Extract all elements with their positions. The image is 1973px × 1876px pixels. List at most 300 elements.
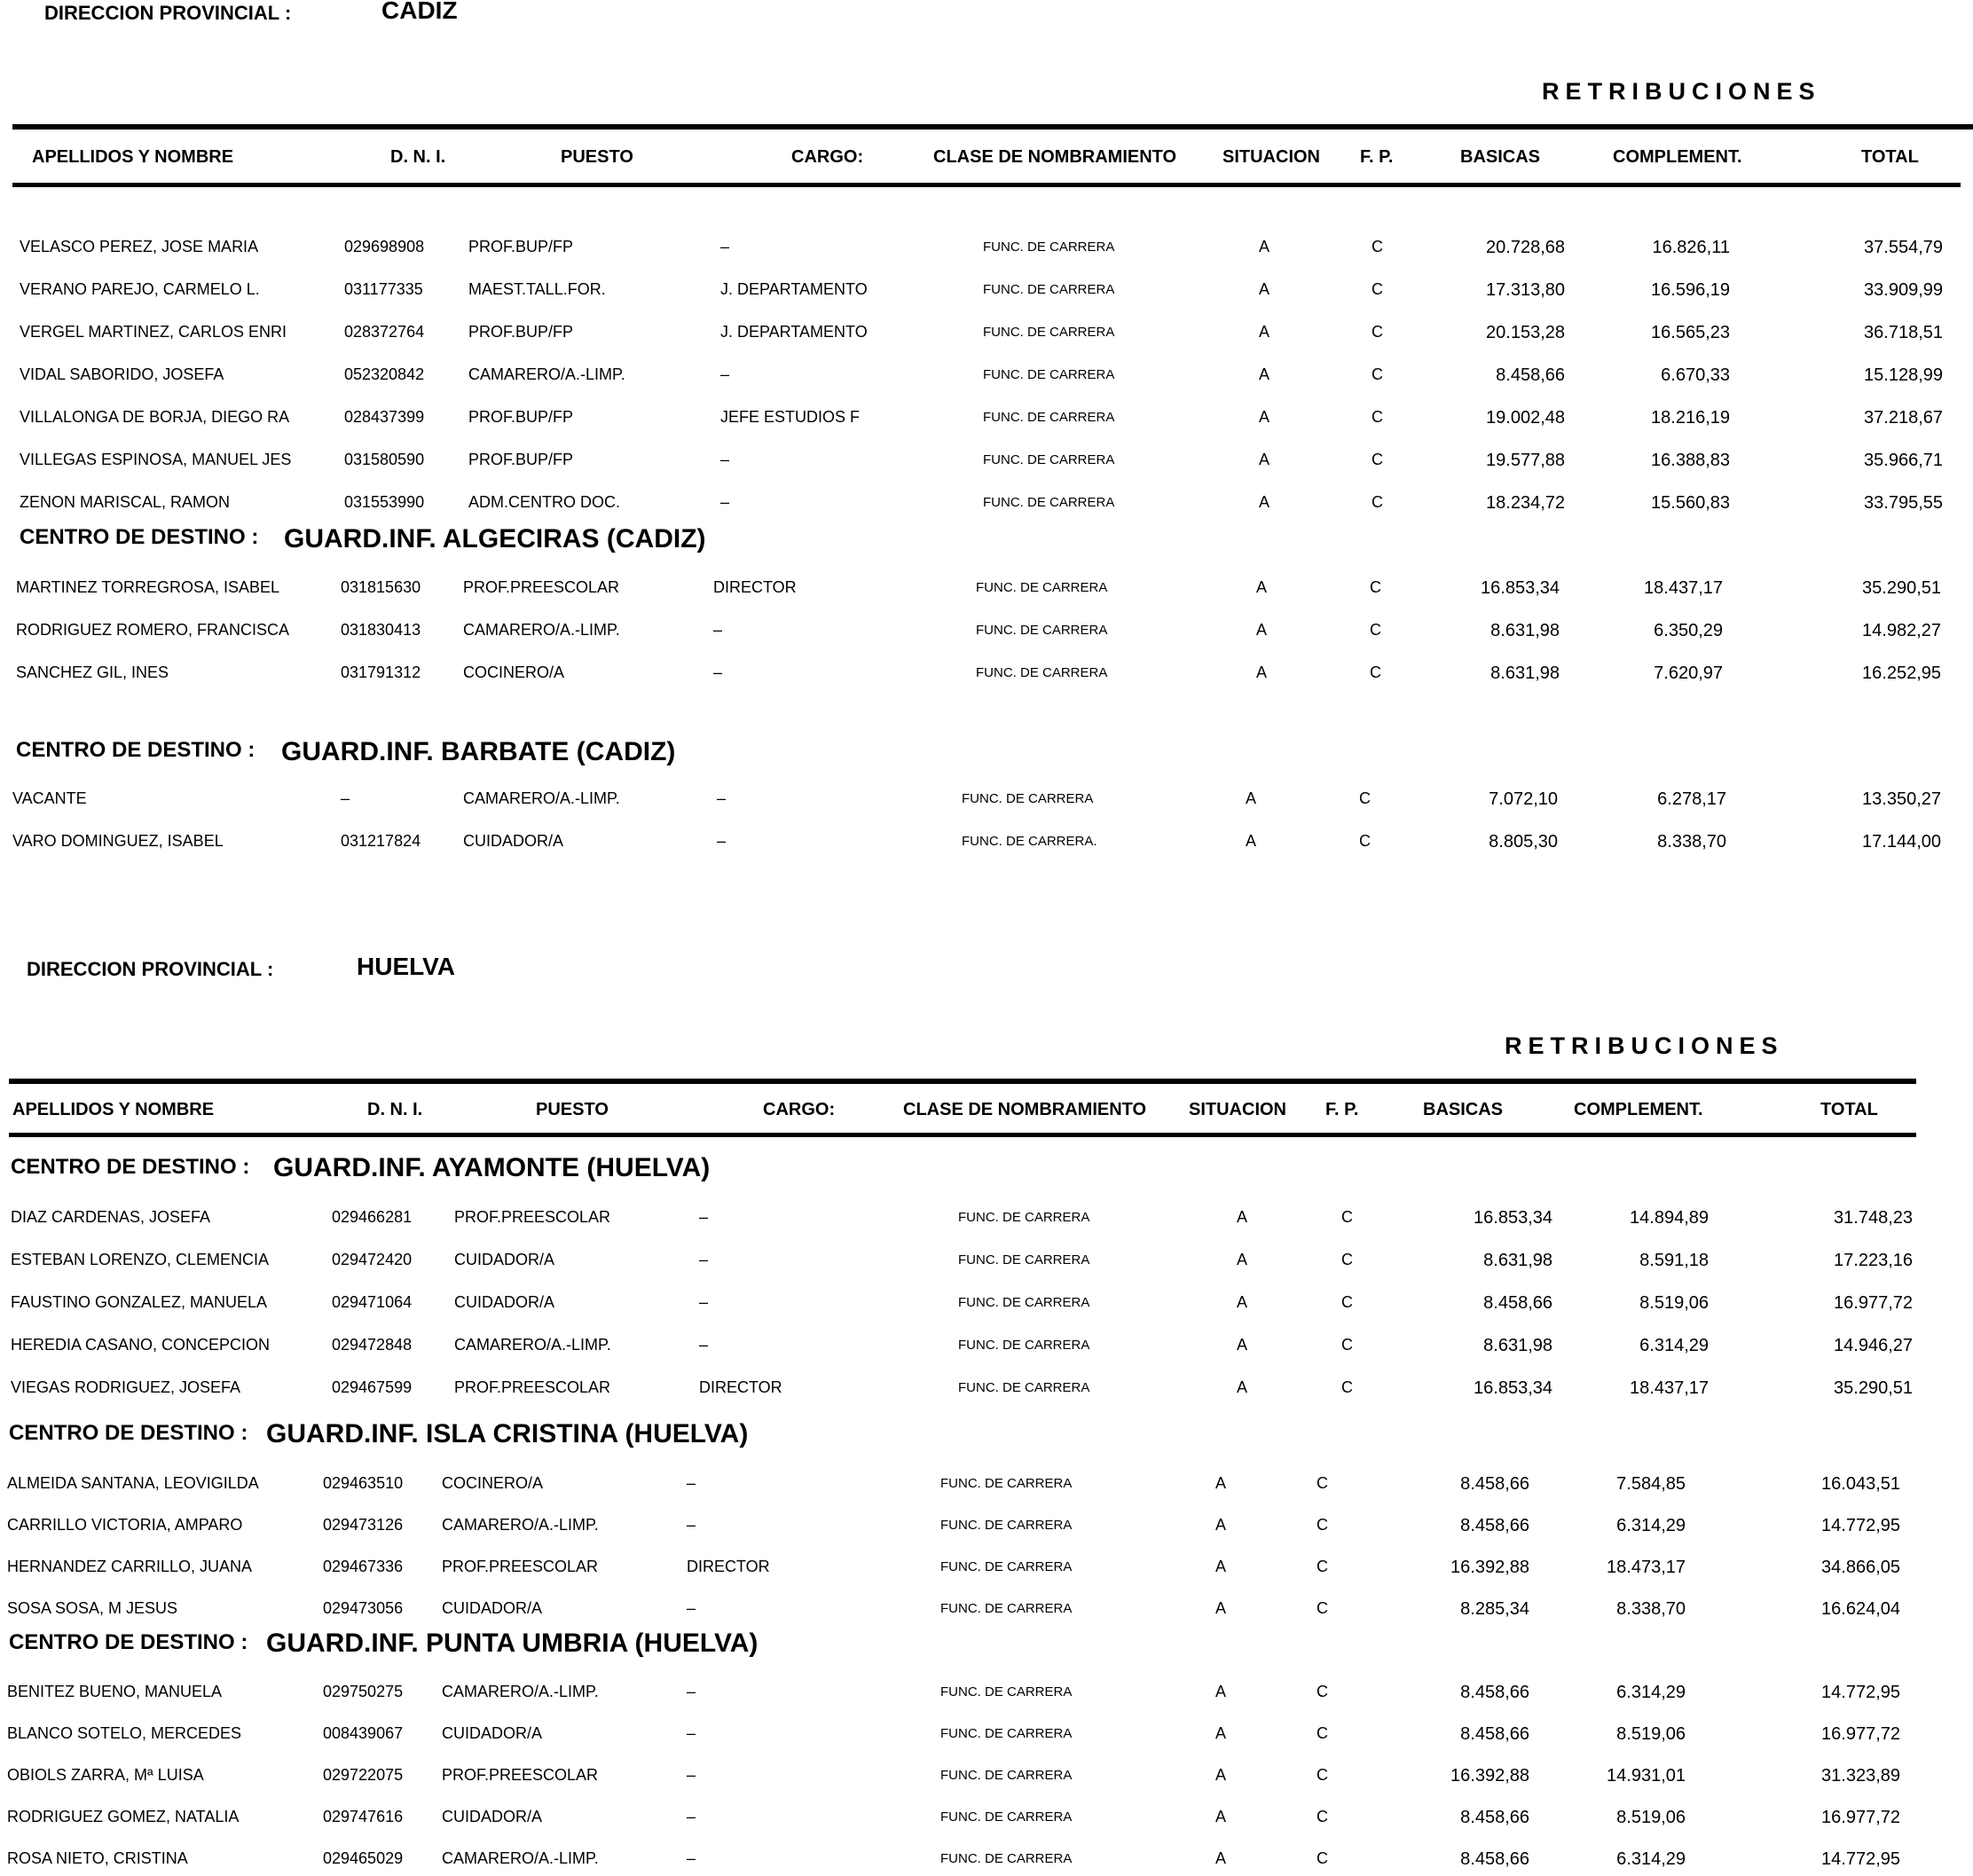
cell-nombre: VACANTE	[12, 789, 87, 807]
cell-clase: FUNC. DE CARRERA	[976, 623, 1108, 638]
cell-total: 15.128,99	[1864, 365, 1943, 385]
cell-fp: C	[1317, 1599, 1328, 1617]
col-header-total: TOTAL	[1820, 1100, 1878, 1119]
cell-basicas: 8.458,66	[1496, 365, 1565, 385]
cell-clase: FUNC. DE CARRERA	[983, 495, 1115, 510]
cell-dni: 029747616	[323, 1808, 404, 1825]
cell-nombre: SANCHEZ GIL, INES	[16, 663, 169, 681]
cell-cargo: –	[687, 1724, 696, 1742]
cell-dni: 029473126	[323, 1516, 404, 1534]
cell-complement: 8.519,06	[1616, 1724, 1686, 1744]
cell-puesto: PROF.BUP/FP	[468, 238, 574, 255]
cell-clase: FUNC. DE CARRERA	[940, 1684, 1073, 1699]
cell-situacion: A	[1215, 1849, 1227, 1867]
cell-dni: 028437399	[344, 408, 425, 426]
cell-puesto: CAMARERO/A.-LIMP.	[463, 621, 620, 639]
cell-dni: 031553990	[344, 493, 425, 511]
cell-total: 14.772,95	[1821, 1516, 1900, 1535]
cell-situacion: A	[1237, 1208, 1248, 1226]
cell-fp: C	[1341, 1251, 1353, 1268]
table-row	[11, 1378, 1962, 1405]
cell-fp: C	[1372, 280, 1383, 298]
cell-total: 31.323,89	[1821, 1766, 1900, 1786]
cell-situacion: A	[1237, 1251, 1248, 1268]
cell-basicas: 8.458,66	[1460, 1808, 1529, 1827]
cell-situacion: A	[1215, 1558, 1227, 1575]
col-header-complement: COMPLEMENT.	[1613, 147, 1742, 167]
cell-clase: FUNC. DE CARRERA	[962, 791, 1094, 806]
cell-puesto: CAMARERO/A.-LIMP.	[442, 1683, 599, 1700]
cell-basicas: 16.853,34	[1474, 1208, 1552, 1228]
cell-cargo: –	[713, 663, 723, 681]
cell-total: 34.866,05	[1821, 1558, 1900, 1577]
cell-complement: 8.519,06	[1616, 1808, 1686, 1827]
cell-total: 31.748,23	[1834, 1208, 1913, 1228]
cell-puesto: PROF.PREESCOLAR	[442, 1766, 599, 1784]
cell-dni: 029722075	[323, 1766, 404, 1784]
cell-basicas: 19.577,88	[1486, 451, 1565, 470]
cell-fp: C	[1317, 1724, 1328, 1742]
cell-nombre: DIAZ CARDENAS, JOSEFA	[11, 1208, 211, 1226]
cell-dni: 029472848	[332, 1336, 413, 1354]
cell-fp: C	[1317, 1683, 1328, 1700]
col-header-puesto: PUESTO	[561, 147, 633, 167]
cell-complement: 15.560,83	[1651, 493, 1730, 513]
cell-clase: FUNC. DE CARRERA	[940, 1476, 1073, 1491]
cell-total: 13.350,27	[1862, 789, 1941, 809]
cell-situacion: A	[1256, 663, 1268, 681]
cell-clase: FUNC. DE CARRERA	[958, 1252, 1090, 1268]
cell-puesto: CUIDADOR/A	[454, 1293, 555, 1311]
cell-dni: 031791312	[341, 663, 421, 681]
col-header-situacion: SITUACION	[1189, 1100, 1286, 1119]
cell-nombre: VIDAL SABORIDO, JOSEFA	[20, 365, 224, 383]
cell-basicas: 20.153,28	[1486, 323, 1565, 342]
cell-total: 37.218,67	[1864, 408, 1943, 428]
col-header-nombre: APELLIDOS Y NOMBRE	[12, 1100, 215, 1119]
col-header-puesto: PUESTO	[536, 1100, 609, 1119]
col-header-situacion: SITUACION	[1222, 147, 1320, 167]
cell-total: 14.772,95	[1821, 1683, 1900, 1702]
cell-dni: 029750275	[323, 1683, 404, 1700]
cell-nombre: ESTEBAN LORENZO, CLEMENCIA	[11, 1251, 270, 1268]
cell-dni: 029473056	[323, 1599, 404, 1617]
cell-situacion: A	[1237, 1378, 1248, 1396]
cell-clase: FUNC. DE CARRERA	[983, 452, 1115, 467]
table-row	[20, 323, 1971, 349]
cell-total: 35.966,71	[1864, 451, 1943, 470]
cell-situacion: A	[1246, 832, 1257, 850]
table-row	[7, 1599, 1959, 1626]
cell-nombre: VERGEL MARTINEZ, CARLOS ENRI	[20, 323, 287, 341]
cell-basicas: 8.631,98	[1490, 621, 1560, 640]
cell-nombre: VELASCO PEREZ, JOSE MARIA	[20, 238, 259, 255]
cell-basicas: 16.853,34	[1481, 578, 1560, 598]
cell-fp: C	[1317, 1474, 1328, 1492]
cell-fp: C	[1372, 238, 1383, 255]
cell-dni: 029467599	[332, 1378, 413, 1396]
table-row	[20, 365, 1971, 392]
cell-fp: C	[1317, 1849, 1328, 1867]
cell-dni: 029471064	[332, 1293, 413, 1311]
col-header-clase: CLASE DE NOMBRAMIENTO	[903, 1100, 1147, 1119]
cell-dni: 052320842	[344, 365, 425, 383]
col-header-dni: D. N. I.	[367, 1100, 423, 1119]
cell-complement: 8.338,70	[1657, 832, 1726, 852]
cell-puesto: CAMARERO/A.-LIMP.	[442, 1849, 599, 1867]
table-row	[12, 789, 1964, 816]
cell-clase: FUNC. DE CARRERA	[958, 1295, 1090, 1310]
cell-fp: C	[1372, 365, 1383, 383]
centro-label: CENTRO DE DESTINO :	[9, 1630, 248, 1654]
cell-situacion: A	[1259, 365, 1270, 383]
centro-label: CENTRO DE DESTINO :	[20, 525, 259, 549]
cell-puesto: PROF.PREESCOLAR	[463, 578, 620, 596]
centro-label: CENTRO DE DESTINO :	[11, 1155, 250, 1179]
cell-fp: C	[1372, 451, 1383, 468]
table-row	[11, 1293, 1962, 1320]
cell-dni: 008439067	[323, 1724, 404, 1742]
cell-basicas: 8.458,66	[1483, 1293, 1552, 1313]
table-row	[7, 1808, 1959, 1834]
cell-situacion: A	[1259, 493, 1270, 511]
cell-total: 37.554,79	[1864, 238, 1943, 257]
cell-complement: 7.620,97	[1654, 663, 1723, 683]
cell-complement: 6.278,17	[1657, 789, 1726, 809]
cell-fp: C	[1359, 832, 1371, 850]
cell-cargo: –	[720, 365, 730, 383]
cell-cargo: –	[720, 493, 730, 511]
cell-basicas: 20.728,68	[1486, 238, 1565, 257]
cell-basicas: 8.458,66	[1460, 1474, 1529, 1494]
cell-fp: C	[1317, 1766, 1328, 1784]
cell-cargo: DIRECTOR	[699, 1378, 782, 1396]
cell-situacion: A	[1215, 1766, 1227, 1784]
cell-total: 16.252,95	[1862, 663, 1941, 683]
direccion-provincial-name: CADIZ	[381, 0, 458, 24]
cell-puesto: CUIDADOR/A	[442, 1599, 543, 1617]
cell-nombre: ZENON MARISCAL, RAMON	[20, 493, 231, 511]
table-row	[7, 1516, 1959, 1542]
cell-basicas: 8.458,66	[1460, 1724, 1529, 1744]
cell-dni: 031830413	[341, 621, 421, 639]
cell-clase: FUNC. DE CARRERA	[958, 1338, 1090, 1353]
cell-situacion: A	[1215, 1724, 1227, 1742]
centro-name: GUARD.INF. ALGECIRAS (CADIZ)	[284, 524, 706, 553]
retribuciones-heading: RETRIBUCIONES	[1505, 1032, 1784, 1059]
cell-cargo: –	[687, 1599, 696, 1617]
cell-complement: 16.826,11	[1652, 238, 1730, 257]
cell-total: 17.223,16	[1834, 1251, 1913, 1270]
header-top-rule	[9, 1079, 1916, 1084]
cell-nombre: ALMEIDA SANTANA, LEOVIGILDA	[7, 1474, 259, 1492]
table-row	[11, 1336, 1962, 1362]
cell-nombre: SOSA SOSA, M JESUS	[7, 1599, 178, 1617]
cell-complement: 6.314,29	[1616, 1849, 1686, 1869]
cell-clase: FUNC. DE CARRERA.	[962, 834, 1097, 849]
header-bottom-rule	[9, 1133, 1916, 1137]
cell-puesto: CAMARERO/A.-LIMP.	[442, 1516, 599, 1534]
cell-fp: C	[1341, 1293, 1353, 1311]
cell-total: 36.718,51	[1864, 323, 1943, 342]
cell-cargo: –	[699, 1208, 709, 1226]
cell-puesto: PROF.BUP/FP	[468, 451, 574, 468]
cell-puesto: ADM.CENTRO DOC.	[468, 493, 620, 511]
cell-clase: FUNC. DE CARRERA	[940, 1809, 1073, 1825]
centro-name: GUARD.INF. PUNTA UMBRIA (HUELVA)	[266, 1629, 759, 1658]
cell-cargo: –	[699, 1293, 709, 1311]
cell-basicas: 8.631,98	[1483, 1251, 1552, 1270]
cell-situacion: A	[1215, 1808, 1227, 1825]
cell-fp: C	[1370, 663, 1381, 681]
retribuciones-heading: RETRIBUCIONES	[1542, 78, 1821, 105]
cell-fp: C	[1370, 578, 1381, 596]
cell-total: 17.144,00	[1862, 832, 1941, 852]
cell-dni: 029465029	[323, 1849, 404, 1867]
table-row	[20, 451, 1971, 477]
cell-situacion: A	[1259, 280, 1270, 298]
cell-situacion: A	[1256, 578, 1268, 596]
cell-situacion: A	[1215, 1599, 1227, 1617]
cell-total: 33.909,99	[1864, 280, 1943, 300]
cell-total: 14.772,95	[1821, 1849, 1900, 1869]
col-header-cargo: CARGO:	[763, 1100, 836, 1119]
cell-dni: 029698908	[344, 238, 425, 255]
cell-complement: 16.388,83	[1651, 451, 1730, 470]
cell-fp: C	[1317, 1808, 1328, 1825]
cell-basicas: 8.631,98	[1483, 1336, 1552, 1355]
cell-cargo: –	[687, 1474, 696, 1492]
cell-nombre: HERNANDEZ CARRILLO, JUANA	[7, 1558, 253, 1575]
cell-puesto: COCINERO/A	[463, 663, 565, 681]
cell-nombre: VIEGAS RODRIGUEZ, JOSEFA	[11, 1378, 241, 1396]
cell-puesto: PROF.PREESCOLAR	[454, 1378, 611, 1396]
cell-complement: 16.565,23	[1651, 323, 1730, 342]
cell-complement: 14.894,89	[1630, 1208, 1709, 1228]
cell-dni: 031580590	[344, 451, 425, 468]
cell-complement: 18.473,17	[1607, 1558, 1686, 1577]
cell-dni: 031217824	[341, 832, 421, 850]
cell-basicas: 7.072,10	[1489, 789, 1558, 809]
cell-basicas: 16.853,34	[1474, 1378, 1552, 1398]
cell-clase: FUNC. DE CARRERA	[983, 325, 1115, 340]
table-row	[20, 280, 1971, 307]
col-header-fp: F. P.	[1360, 147, 1394, 167]
cell-cargo: –	[687, 1683, 696, 1700]
cell-dni: 028372764	[344, 323, 425, 341]
cell-total: 16.977,72	[1821, 1724, 1900, 1744]
cell-nombre: VARO DOMINGUEZ, ISABEL	[12, 832, 224, 850]
cell-fp: C	[1372, 323, 1383, 341]
cell-cargo: JEFE ESTUDIOS F	[720, 408, 861, 426]
table-row	[16, 621, 1968, 648]
table-row	[7, 1849, 1959, 1876]
direccion-provincial-name: HUELVA	[357, 953, 455, 980]
cell-basicas: 19.002,48	[1486, 408, 1565, 428]
table-row	[7, 1558, 1959, 1584]
cell-clase: FUNC. DE CARRERA	[958, 1380, 1090, 1395]
cell-puesto: CUIDADOR/A	[442, 1808, 543, 1825]
cell-cargo: –	[687, 1808, 696, 1825]
col-header-dni: D. N. I.	[390, 147, 446, 167]
cell-clase: FUNC. DE CARRERA	[983, 367, 1115, 382]
cell-clase: FUNC. DE CARRERA	[940, 1518, 1073, 1533]
cell-nombre: ROSA NIETO, CRISTINA	[7, 1849, 188, 1867]
cell-puesto: CAMARERO/A.-LIMP.	[468, 365, 625, 383]
cell-fp: C	[1359, 789, 1371, 807]
cell-nombre: CARRILLO VICTORIA, AMPARO	[7, 1516, 243, 1534]
cell-cargo: –	[717, 789, 727, 807]
table-row	[11, 1251, 1962, 1277]
cell-clase: FUNC. DE CARRERA	[976, 665, 1108, 680]
col-header-complement: COMPLEMENT.	[1574, 1100, 1703, 1119]
header-bottom-rule	[12, 183, 1961, 187]
cell-dni: 029467336	[323, 1558, 404, 1575]
cell-cargo: –	[687, 1516, 696, 1534]
cell-clase: FUNC. DE CARRERA	[940, 1851, 1073, 1866]
cell-total: 35.290,51	[1862, 578, 1941, 598]
cell-clase: FUNC. DE CARRERA	[976, 580, 1108, 595]
cell-basicas: 16.392,88	[1450, 1766, 1529, 1786]
cell-nombre: OBIOLS ZARRA, Mª LUISA	[7, 1766, 204, 1784]
cell-cargo: –	[720, 451, 730, 468]
cell-situacion: A	[1237, 1293, 1248, 1311]
centro-label: CENTRO DE DESTINO :	[16, 738, 255, 762]
cell-complement: 8.591,18	[1639, 1251, 1709, 1270]
cell-dni: 029463510	[323, 1474, 404, 1492]
cell-complement: 6.314,29	[1639, 1336, 1709, 1355]
cell-basicas: 8.458,66	[1460, 1516, 1529, 1535]
cell-cargo: –	[687, 1849, 696, 1867]
cell-situacion: A	[1215, 1683, 1227, 1700]
cell-nombre: MARTINEZ TORREGROSA, ISABEL	[16, 578, 280, 596]
cell-clase: FUNC. DE CARRERA	[983, 410, 1115, 425]
table-row	[20, 493, 1971, 520]
cell-puesto: PROF.PREESCOLAR	[442, 1558, 599, 1575]
cell-clase: FUNC. DE CARRERA	[983, 239, 1115, 255]
direccion-provincial-label: DIRECCION PROVINCIAL :	[44, 2, 292, 24]
cell-cargo: J. DEPARTAMENTO	[720, 323, 868, 341]
cell-basicas: 17.313,80	[1486, 280, 1565, 300]
col-header-basicas: BASICAS	[1460, 147, 1541, 167]
cell-puesto: CUIDADOR/A	[442, 1724, 543, 1742]
table-row	[20, 238, 1971, 264]
cell-situacion: A	[1215, 1474, 1227, 1492]
cell-complement: 6.314,29	[1616, 1683, 1686, 1702]
cell-fp: C	[1317, 1558, 1328, 1575]
cell-complement: 6.314,29	[1616, 1516, 1686, 1535]
cell-dni: 031177335	[344, 280, 423, 298]
table-row	[16, 663, 1968, 690]
col-header-nombre: APELLIDOS Y NOMBRE	[32, 147, 234, 167]
cell-fp: C	[1370, 621, 1381, 639]
cell-complement: 8.519,06	[1639, 1293, 1709, 1313]
cell-clase: FUNC. DE CARRERA	[940, 1768, 1073, 1783]
col-header-cargo: CARGO:	[791, 147, 864, 167]
cell-situacion: A	[1259, 323, 1270, 341]
cell-complement: 6.670,33	[1661, 365, 1730, 385]
cell-cargo: –	[687, 1766, 696, 1784]
cell-nombre: RODRIGUEZ ROMERO, FRANCISCA	[16, 621, 290, 639]
cell-cargo: –	[699, 1336, 709, 1354]
cell-basicas: 8.285,34	[1460, 1599, 1529, 1619]
table-row	[7, 1766, 1959, 1793]
cell-puesto: CAMARERO/A.-LIMP.	[454, 1336, 611, 1354]
table-row	[16, 578, 1968, 605]
cell-total: 16.977,72	[1821, 1808, 1900, 1827]
col-header-basicas: BASICAS	[1423, 1100, 1504, 1119]
cell-basicas: 8.458,66	[1460, 1849, 1529, 1869]
cell-situacion: A	[1256, 621, 1268, 639]
cell-nombre: VERANO PAREJO, CARMELO L.	[20, 280, 260, 298]
cell-fp: C	[1317, 1516, 1328, 1534]
col-header-fp: F. P.	[1325, 1100, 1359, 1119]
cell-clase: FUNC. DE CARRERA	[983, 282, 1115, 297]
cell-situacion: A	[1215, 1516, 1227, 1534]
cell-puesto: PROF.BUP/FP	[468, 323, 574, 341]
cell-nombre: VILLALONGA DE BORJA, DIEGO RA	[20, 408, 290, 426]
cell-complement: 18.437,17	[1630, 1378, 1709, 1398]
cell-puesto: MAEST.TALL.FOR.	[468, 280, 606, 298]
col-header-clase: CLASE DE NOMBRAMIENTO	[933, 147, 1177, 167]
cell-cargo: –	[720, 238, 730, 255]
cell-dni: 029472420	[332, 1251, 413, 1268]
cell-cargo: DIRECTOR	[687, 1558, 770, 1575]
cell-total: 16.043,51	[1821, 1474, 1900, 1494]
cell-situacion: A	[1259, 238, 1270, 255]
cell-complement: 6.350,29	[1654, 621, 1723, 640]
header-top-rule	[12, 124, 1973, 130]
cell-nombre: VILLEGAS ESPINOSA, MANUEL JES	[20, 451, 292, 468]
table-row	[7, 1724, 1959, 1751]
cell-complement: 7.584,85	[1616, 1474, 1686, 1494]
cell-situacion: A	[1246, 789, 1257, 807]
table-row	[12, 832, 1964, 859]
direccion-provincial-label: DIRECCION PROVINCIAL :	[27, 958, 274, 980]
centro-name: GUARD.INF. BARBATE (CADIZ)	[281, 737, 676, 766]
cell-fp: C	[1341, 1208, 1353, 1226]
cell-total: 14.946,27	[1834, 1336, 1913, 1355]
cell-nombre: BLANCO SOTELO, MERCEDES	[7, 1724, 242, 1742]
cell-basicas: 8.805,30	[1489, 832, 1558, 852]
table-row	[7, 1474, 1959, 1501]
cell-complement: 18.216,19	[1651, 408, 1730, 428]
cell-complement: 14.931,01	[1607, 1766, 1686, 1786]
centro-name: GUARD.INF. AYAMONTE (HUELVA)	[273, 1153, 711, 1182]
cell-clase: FUNC. DE CARRERA	[940, 1601, 1073, 1616]
cell-cargo: DIRECTOR	[713, 578, 797, 596]
cell-puesto: CUIDADOR/A	[463, 832, 564, 850]
cell-total: 14.982,27	[1862, 621, 1941, 640]
cell-puesto: PROF.PREESCOLAR	[454, 1208, 611, 1226]
table-row	[20, 408, 1971, 435]
cell-nombre: FAUSTINO GONZALEZ, MANUELA	[11, 1293, 268, 1311]
cell-fp: C	[1372, 493, 1383, 511]
col-header-total: TOTAL	[1861, 147, 1919, 167]
cell-puesto: COCINERO/A	[442, 1474, 544, 1492]
centro-name: GUARD.INF. ISLA CRISTINA (HUELVA)	[266, 1419, 749, 1448]
cell-puesto: CUIDADOR/A	[454, 1251, 555, 1268]
cell-total: 16.624,04	[1821, 1599, 1900, 1619]
cell-dni: 029466281	[332, 1208, 413, 1226]
cell-total: 33.795,55	[1864, 493, 1943, 513]
cell-situacion: A	[1259, 451, 1270, 468]
cell-puesto: CAMARERO/A.-LIMP.	[463, 789, 620, 807]
cell-clase: FUNC. DE CARRERA	[958, 1210, 1090, 1225]
cell-fp: C	[1341, 1336, 1353, 1354]
cell-cargo: –	[717, 832, 727, 850]
cell-dni: 031815630	[341, 578, 421, 596]
